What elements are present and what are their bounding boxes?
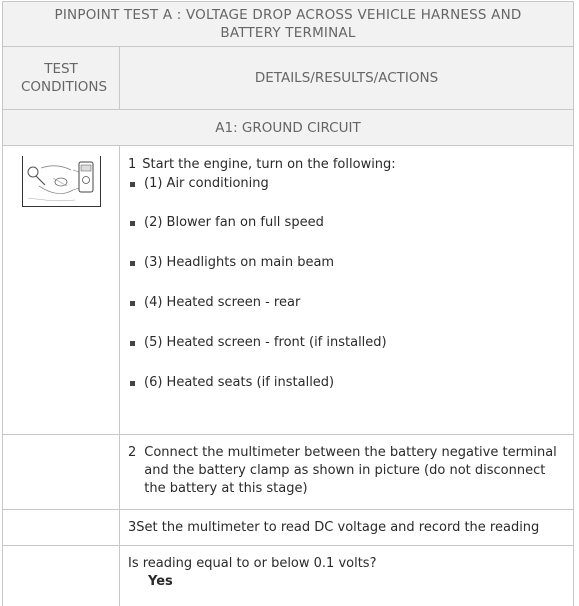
step-1-item-5: (5) Heated screen - front (if installed): [128, 334, 565, 352]
step-1-item-6: (6) Heated seats (if installed): [128, 374, 565, 392]
title-row: [3, 2, 574, 47]
step-2-condition-cell: [3, 435, 120, 510]
question: [120, 546, 573, 591]
step-3-row: [3, 510, 574, 546]
step-1-item-4: (4) Heated screen - rear: [128, 294, 565, 312]
table-title: [3, 2, 574, 47]
section-title: A1: GROUND CIRCUIT: [3, 110, 574, 146]
pinpoint-test-document: [2, 1, 573, 606]
step-1-item-1: (1) Air conditioning: [128, 175, 565, 193]
question-row: [3, 546, 574, 606]
step-1-heading: [128, 156, 565, 174]
step-2-number: 2: [128, 444, 136, 498]
step-3: [120, 519, 573, 537]
step-1-condition-cell: [3, 146, 120, 435]
step-1-item-3: (3) Headlights on main beam: [128, 254, 565, 272]
step-1-number: 1: [128, 157, 136, 172]
step-2-row: [3, 435, 574, 510]
step-1-item-2: (2) Blower fan on full speed: [128, 214, 565, 232]
step-3-details-cell: [120, 510, 574, 546]
table-title-text: PINPOINT TEST A : VOLTAGE DROP ACROSS VEHICLE HARNESS AND BATTERY TERMINAL: [3, 6, 573, 42]
pinpoint-test-table: [2, 1, 574, 606]
step-2-text: Connect the multimeter between the battery negative terminal and the battery clamp as shown in picture (do not disconnect the battery at this stage): [142, 444, 565, 498]
column-header-row: [3, 47, 574, 110]
header-test-conditions: [3, 47, 120, 110]
battery-clamp-multimeter-illustration: [22, 156, 101, 207]
step-1: [120, 146, 573, 392]
header-details: DETAILS/RESULTS/ACTIONS: [120, 47, 574, 110]
question-details-cell: [120, 546, 574, 606]
answer-yes: Yes: [128, 573, 565, 591]
step-1-text: Start the engine, turn on the following:: [142, 157, 395, 172]
step-3-text: Set the multimeter to read DC voltage and record the reading: [136, 520, 539, 535]
step-3-number: 3: [128, 520, 136, 535]
step-1-row: [3, 146, 574, 435]
step-2: [120, 435, 573, 498]
question-condition-cell: [3, 546, 120, 606]
section-row: [3, 110, 574, 146]
question-text: Is reading equal to or below 0.1 volts?: [128, 555, 565, 573]
step-3-condition-cell: [3, 510, 120, 546]
header-test-conditions-text: TEST CONDITIONS: [3, 60, 119, 96]
step-2-details-cell: [120, 435, 574, 510]
step-1-details-cell: [120, 146, 574, 435]
multimeter-diagram-icon: [23, 156, 100, 206]
